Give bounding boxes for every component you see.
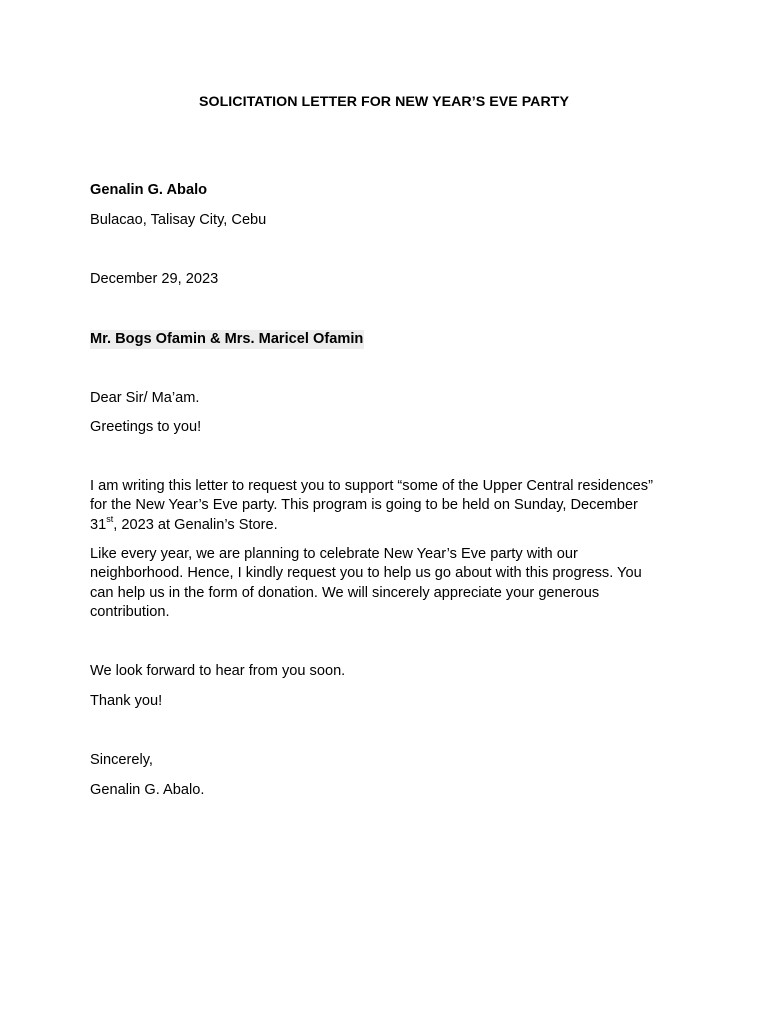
closing-line: We look forward to hear from you soon. bbox=[90, 663, 346, 679]
greeting: Greetings to you! bbox=[90, 419, 202, 435]
letter-title: SOLICITATION LETTER FOR NEW YEAR’S EVE PARTY bbox=[198, 94, 570, 110]
body-paragraph-1 bbox=[90, 477, 690, 535]
thanks-line: Thank you! bbox=[90, 693, 163, 709]
paragraph-2-line-1: Like every year, we are planning to celebrate New Year’s Eve party with our bbox=[90, 546, 578, 562]
sender-name: Genalin G. Abalo bbox=[90, 182, 208, 198]
paragraph-1-line-2: for the New Year’s Eve party. This program is going to be held on Sunday, December bbox=[90, 497, 638, 514]
paragraph-2-line-3: can help us in the form of donation. We will sincerely appreciate your generous bbox=[90, 584, 600, 601]
date-rest: , 2023 at Genalin’s Store. bbox=[113, 516, 278, 533]
recipient-block bbox=[90, 330, 364, 349]
paragraph-2-line-2: neighborhood. Hence, I kindly request you to help us go about with this progress. You bbox=[90, 565, 642, 582]
date-day: 31 bbox=[90, 516, 107, 533]
sign-off: Sincerely, bbox=[90, 752, 153, 768]
recipient-name: Mr. Bogs Ofamin & Mrs. Maricel Ofamin bbox=[90, 331, 364, 347]
letter-date: December 29, 2023 bbox=[90, 271, 219, 287]
date-ordinal-suffix: st bbox=[106, 513, 114, 524]
sender-address: Bulacao, Talisay City, Cebu bbox=[90, 212, 267, 228]
paragraph-1-line-1: I am writing this letter to request you to support “some of the Upper Central residences” bbox=[90, 478, 653, 494]
signature-name: Genalin G. Abalo. bbox=[90, 782, 205, 798]
salutation: Dear Sir/ Ma’am. bbox=[90, 390, 200, 406]
paragraph-1-line-3 bbox=[90, 513, 690, 535]
body-paragraph-2 bbox=[90, 545, 690, 622]
paragraph-2-line-4: contribution. bbox=[90, 603, 170, 620]
